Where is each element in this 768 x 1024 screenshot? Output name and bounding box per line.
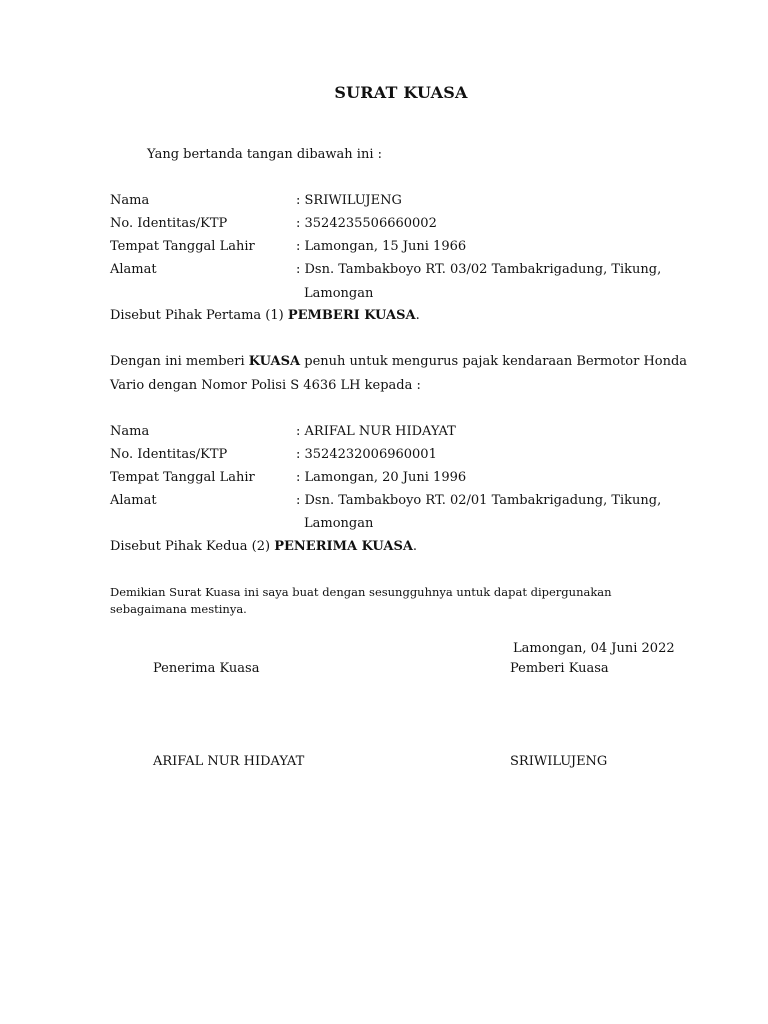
grant-suffix: penuh untuk mengurus pajak kendaraan Bermotor Honda <box>300 354 688 369</box>
grant-prefix: Dengan ini memberi <box>110 354 249 369</box>
second-party-designation-suffix: . <box>412 539 418 554</box>
second-party-address-cont: Lamongan <box>304 516 374 531</box>
intro-text: Yang bertanda tangan dibawah ini : <box>147 147 382 162</box>
first-party-id-label: No. Identitas/KTP <box>110 216 228 231</box>
second-party-birth-label: Tempat Tanggal Lahir <box>110 470 255 485</box>
second-party-designation <box>110 538 417 556</box>
second-party-id-label: No. Identitas/KTP <box>110 447 228 462</box>
second-party-birth-value: : Lamongan, 20 Juni 1996 <box>296 470 467 485</box>
left-signer-name: ARIFAL NUR HIDAYAT <box>153 754 305 769</box>
first-party-birth-label: Tempat Tanggal Lahir <box>110 239 255 254</box>
closing-line-1: Demikian Surat Kuasa ini saya buat dengan sesungguhnya untuk dapat dipergunakan <box>110 585 612 599</box>
second-party-id-value: : 3524232006960001 <box>296 447 437 462</box>
place-date: Lamongan, 04 Juni 2022 <box>513 641 675 656</box>
second-party-address-value: : Dsn. Tambakboyo RT. 02/01 Tambakrigadung, Tikung, <box>296 493 662 508</box>
closing-line-2: sebagaimana mestinya. <box>110 602 247 616</box>
second-party-name-label: Nama <box>110 424 150 439</box>
second-party-designation-role: PENERIMA KUASA <box>274 539 413 554</box>
second-party-name-value: : ARIFAL NUR HIDAYAT <box>296 424 456 439</box>
first-party-id-value: : 3524235506660002 <box>296 216 437 231</box>
first-party-address-cont: Lamongan <box>304 286 374 301</box>
second-party-address-label: Alamat <box>110 493 157 508</box>
grant-line-1 <box>110 353 687 371</box>
first-party-designation-suffix: . <box>415 308 420 323</box>
grant-line-2: Vario dengan Nomor Polisi S 4636 LH kepada : <box>110 378 421 393</box>
right-signer-role: Pemberi Kuasa <box>510 661 609 676</box>
document-title: SURAT KUASA <box>334 83 468 102</box>
first-party-designation-prefix: Disebut Pihak Pertama (1) <box>110 308 288 323</box>
first-party-address-label: Alamat <box>110 262 157 277</box>
right-signer-name: SRIWILUJENG <box>510 754 608 769</box>
left-signer-role: Penerima Kuasa <box>153 661 260 676</box>
first-party-name-label: Nama <box>110 193 150 208</box>
first-party-designation <box>110 307 420 325</box>
first-party-designation-role: PEMBERI KUASA <box>287 308 416 323</box>
first-party-address-value: : Dsn. Tambakboyo RT. 03/02 Tambakrigadung, Tikung, <box>296 262 662 277</box>
second-party-designation-prefix: Disebut Pihak Kedua (2) <box>110 539 275 554</box>
grant-keyword: KUASA <box>248 354 301 369</box>
first-party-name-value: : SRIWILUJENG <box>296 193 402 208</box>
first-party-birth-value: : Lamongan, 15 Juni 1966 <box>296 239 467 254</box>
